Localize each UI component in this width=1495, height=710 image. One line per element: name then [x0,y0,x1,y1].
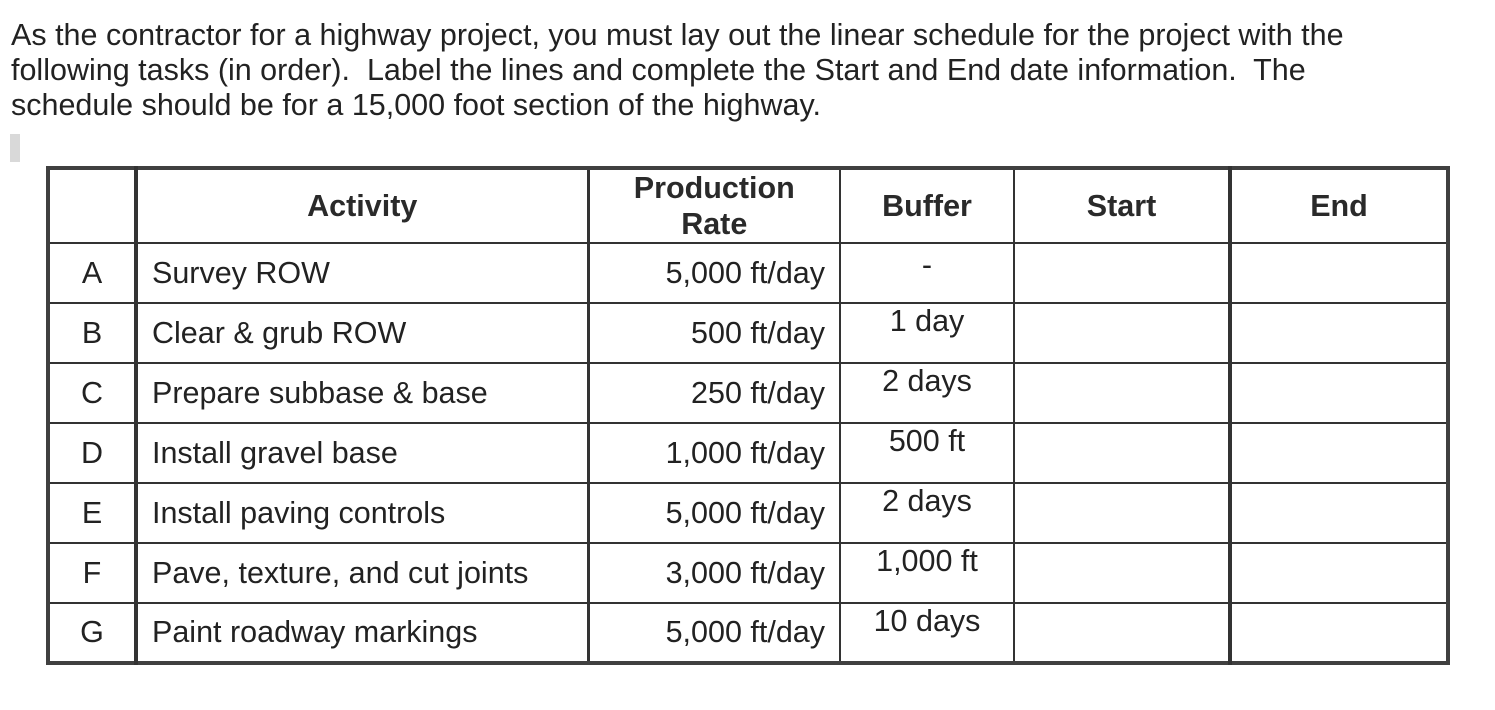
start-cell[interactable] [1014,483,1230,543]
problem-statement-line-1: As the contractor for a highway project, you must lay out the linear schedule for the project with the [11,18,1344,52]
row-letter: C [48,363,136,423]
buffer-cell [840,603,1014,663]
row-letter: A [48,243,136,303]
problem-statement-line-2: following tasks (in order). Label the lines and complete the Start and End date information. The [11,53,1306,87]
production-rate-cell: 250 ft/day [588,363,840,423]
buffer-cell [840,243,1014,303]
table-row [48,243,1448,303]
end-cell[interactable] [1230,603,1448,663]
buffer-value: 1 day [889,304,965,338]
end-cell[interactable] [1230,423,1448,483]
start-cell[interactable] [1014,603,1230,663]
header-start: Start [1014,168,1230,243]
end-cell[interactable] [1230,483,1448,543]
start-cell[interactable] [1014,363,1230,423]
header-production-rate-line-1: Production [633,171,795,205]
production-rate-cell: 5,000 ft/day [588,603,840,663]
buffer-value: 500 ft [888,424,966,458]
header-activity: Activity [136,168,588,243]
buffer-cell [840,363,1014,423]
buffer-cell [840,543,1014,603]
header-production-rate [588,168,840,243]
production-rate-cell: 500 ft/day [588,303,840,363]
row-letter: G [48,603,136,663]
buffer-value: 1,000 ft [876,544,978,578]
problem-statement-line-3: schedule should be for a 15,000 foot section of the highway. [11,88,821,122]
table-row [48,303,1448,363]
production-rate-cell: 5,000 ft/day [588,483,840,543]
header-letter [48,168,136,243]
start-cell[interactable] [1014,303,1230,363]
schedule-table [46,166,1450,665]
problem-statement [11,18,1481,123]
production-rate-cell: 3,000 ft/day [588,543,840,603]
header-buffer: Buffer [840,168,1014,243]
activity-cell: Install paving controls [136,483,588,543]
activity-cell: Paint roadway markings [136,603,588,663]
activity-cell: Pave, texture, and cut joints [136,543,588,603]
table-row [48,603,1448,663]
table-row [48,423,1448,483]
start-cell[interactable] [1014,543,1230,603]
activity-cell: Survey ROW [136,243,588,303]
activity-cell: Prepare subbase & base [136,363,588,423]
header-end: End [1230,168,1448,243]
end-cell[interactable] [1230,303,1448,363]
table-row [48,363,1448,423]
row-letter: B [48,303,136,363]
buffer-cell [840,423,1014,483]
end-cell[interactable] [1230,543,1448,603]
buffer-cell [840,483,1014,543]
row-letter: D [48,423,136,483]
end-cell[interactable] [1230,363,1448,423]
buffer-cell [840,303,1014,363]
production-rate-cell: 1,000 ft/day [588,423,840,483]
table-row [48,543,1448,603]
text-cursor-marker [10,134,20,162]
row-letter: E [48,483,136,543]
buffer-value: 2 days [882,484,972,518]
activity-cell: Install gravel base [136,423,588,483]
header-production-rate-line-2: Rate [681,207,748,241]
activity-cell: Clear & grub ROW [136,303,588,363]
start-cell[interactable] [1014,243,1230,303]
row-letter: F [48,543,136,603]
buffer-value: - [921,248,933,282]
buffer-value: 2 days [882,364,972,398]
table-row [48,483,1448,543]
end-cell[interactable] [1230,243,1448,303]
start-cell[interactable] [1014,423,1230,483]
table-header-row [48,168,1448,243]
buffer-value: 10 days [873,604,981,638]
production-rate-cell: 5,000 ft/day [588,243,840,303]
